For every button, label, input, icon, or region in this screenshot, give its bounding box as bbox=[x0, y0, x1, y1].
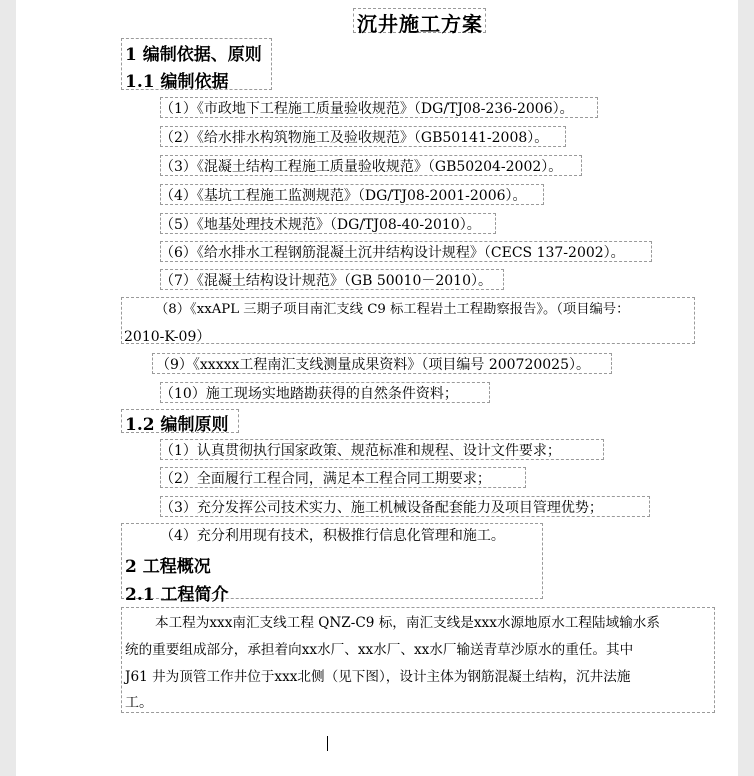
basis-item-continuation: 2010-K-09） bbox=[124, 329, 211, 345]
text-cursor bbox=[327, 736, 328, 751]
basis-item: （7）《混凝土结构设计规范》（GB 50010－2010）。 bbox=[160, 273, 492, 289]
intro-paragraph-line: 本工程为xxx南汇支线工程 QNZ-C9 标，南汇支线是xxx水源地原水工程陆域输水系 bbox=[155, 615, 660, 631]
heading-section-1: 1 编制依据、原则 bbox=[125, 45, 262, 65]
basis-item: （3）《混凝土结构工程施工质量验收规范》（GB50204-2002）。 bbox=[160, 159, 563, 175]
basis-item: （1）《市政地下工程施工质量验收规范》（DG/TJ08-236-2006）。 bbox=[160, 101, 574, 117]
heading-section-2: 2 工程概况 bbox=[125, 557, 211, 577]
principle-item: （4）充分利用现有技术，积极推行信息化管理和施工。 bbox=[160, 528, 505, 544]
basis-item: （9）《xxxxx工程南汇支线测量成果资料》（项目编号 200720025）。 bbox=[156, 357, 590, 373]
basis-item: （6）《给水排水工程钢筋混凝土沉井结构设计规程》（CECS 137-2002）。 bbox=[160, 245, 625, 261]
principle-item: （3）充分发挥公司技术实力、施工机械设备配套能力及项目管理优势； bbox=[160, 500, 603, 516]
basis-item: （8）《xxAPL 三期子项目南汇支线 C9 标工程岩土工程勘察报告》。（项目编号： bbox=[155, 302, 630, 317]
heading-section-1-2: 1.2 编制原则 bbox=[125, 415, 229, 435]
intro-paragraph-line: 工。 bbox=[125, 695, 153, 711]
principle-item: （2）全面履行工程合同，满足本工程合同工期要求； bbox=[160, 471, 491, 487]
intro-paragraph-line: J61 井为顶管工作井位于xxx北侧（见下图），设计主体为钢筋混凝土结构，沉井法施 bbox=[125, 669, 631, 685]
intro-paragraph-line: 统的重要组成部分，承担着向xx水厂、xx水厂、xx水厂输送青草沙原水的重任。其中 bbox=[125, 642, 634, 658]
basis-item: （2）《给水排水构筑物施工及验收规范》（GB50141-2008）。 bbox=[160, 130, 549, 146]
heading-section-1-1: 1.1 编制依据 bbox=[125, 72, 229, 92]
basis-item: （10）施工现场实地踏勘获得的自然条件资料； bbox=[160, 386, 458, 402]
principle-item: （1）认真贯彻执行国家政策、规范标准和规程、设计文件要求； bbox=[160, 443, 561, 459]
document-title: 沉井施工方案 bbox=[357, 12, 483, 36]
heading-section-2-1: 2.1 工程简介 bbox=[125, 585, 229, 605]
basis-item: （4）《基坑工程施工监测规范》（DG/TJ08-2001-2006）。 bbox=[160, 188, 527, 204]
basis-item: （5）《地基处理技术规范》（DG/TJ08-40-2010）。 bbox=[160, 217, 481, 233]
